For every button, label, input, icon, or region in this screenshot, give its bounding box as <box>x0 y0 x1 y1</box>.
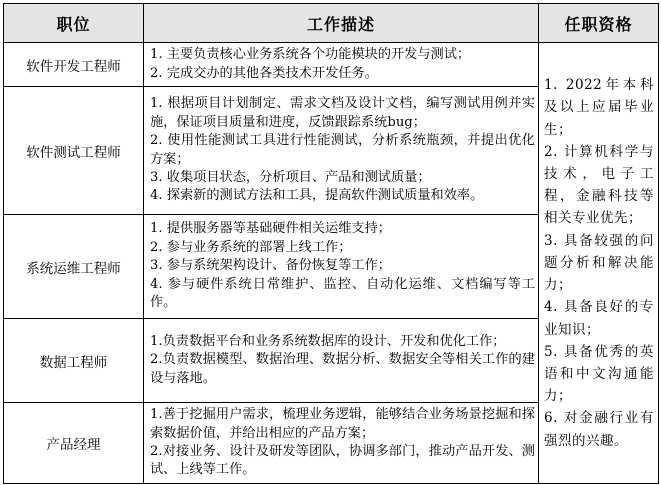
duty-item: 4. 参与硬件系统日常维护、监控、自动化运维、文档编写等工作。 <box>150 276 535 311</box>
header-description: 工作描述 <box>144 4 539 43</box>
table-row <box>4 43 659 87</box>
qualification-item: 6. 对金融行业有强烈的兴趣。 <box>544 410 654 449</box>
duties-cell <box>144 319 539 403</box>
job-requirements-table <box>3 3 659 484</box>
duty-item: 2.对接业务、设计及研发等团队，协调多部门，推动产品开发、测试、上线等工作。 <box>150 444 535 478</box>
duties-cell <box>144 87 539 215</box>
qualification-item: 5. 具备优秀的英语和中文沟通能力； <box>544 343 654 405</box>
qualification-item: 4. 具备良好的专业知识； <box>544 299 654 338</box>
qualification-item: 2. 计算机科学与技术，电子工程，金融科技等相关专业优先； <box>544 143 654 227</box>
duty-item: 4. 探索新的测试方法和工具，提高软件测试质量和效率。 <box>150 188 484 204</box>
header-row <box>4 4 659 43</box>
qualification-cell <box>539 43 659 484</box>
duty-item: 2.负责数据模型、数据治理、数据分析、数据安全等相关工作的建设与落地。 <box>150 352 535 386</box>
position-cell: 产品经理 <box>4 403 144 484</box>
duty-item: 1. 根据项目计划制定、需求文档及设计文档，编写测试用例并实施，保证项目质量和进度，反馈跟踪系统bug； <box>150 96 535 130</box>
qualification-item: 3. 具备较强的问题分析和解决能力； <box>544 232 654 294</box>
duties-cell <box>144 215 539 319</box>
duty-item: 1.负责数据平台和业务系统数据库的设计、开发和优化工作； <box>150 333 506 349</box>
header-position: 职位 <box>4 4 144 43</box>
duties-cell <box>144 43 539 87</box>
qualification-item: 1. 2022年本科及以上应届毕业生； <box>544 77 654 138</box>
duty-item: 1.善于挖掘用户需求，梳理业务逻辑，能够结合业务场景挖掘和探索数据价值，并给出相应的产品方案； <box>150 407 535 441</box>
duty-item: 2. 使用性能测试工具进行性能测试，分析系统瓶颈，并提出优化方案； <box>150 133 535 167</box>
position-cell: 数据工程师 <box>4 319 144 403</box>
position-cell: 软件开发工程师 <box>4 43 144 87</box>
position-cell: 系统运维工程师 <box>4 215 144 319</box>
header-qualification: 任职资格 <box>539 4 659 43</box>
duty-item: 1. 提供服务器等基础硬件相关运维支持； <box>150 221 391 237</box>
duty-item: 3. 参与系统架构设计、备份恢复等工作； <box>150 258 391 274</box>
duty-item: 1. 主要负责核心业务系统各个功能模块的开发与测试； <box>150 47 471 63</box>
duties-cell <box>144 403 539 484</box>
duty-item: 2. 参与业务系统的部署上线工作； <box>150 239 352 255</box>
position-cell: 软件测试工程师 <box>4 87 144 215</box>
duty-item: 3. 收集项目状态，分析项目、产品和测试质量； <box>150 169 431 185</box>
duty-item: 2. 完成交办的其他各类技术开发任务。 <box>150 65 378 81</box>
